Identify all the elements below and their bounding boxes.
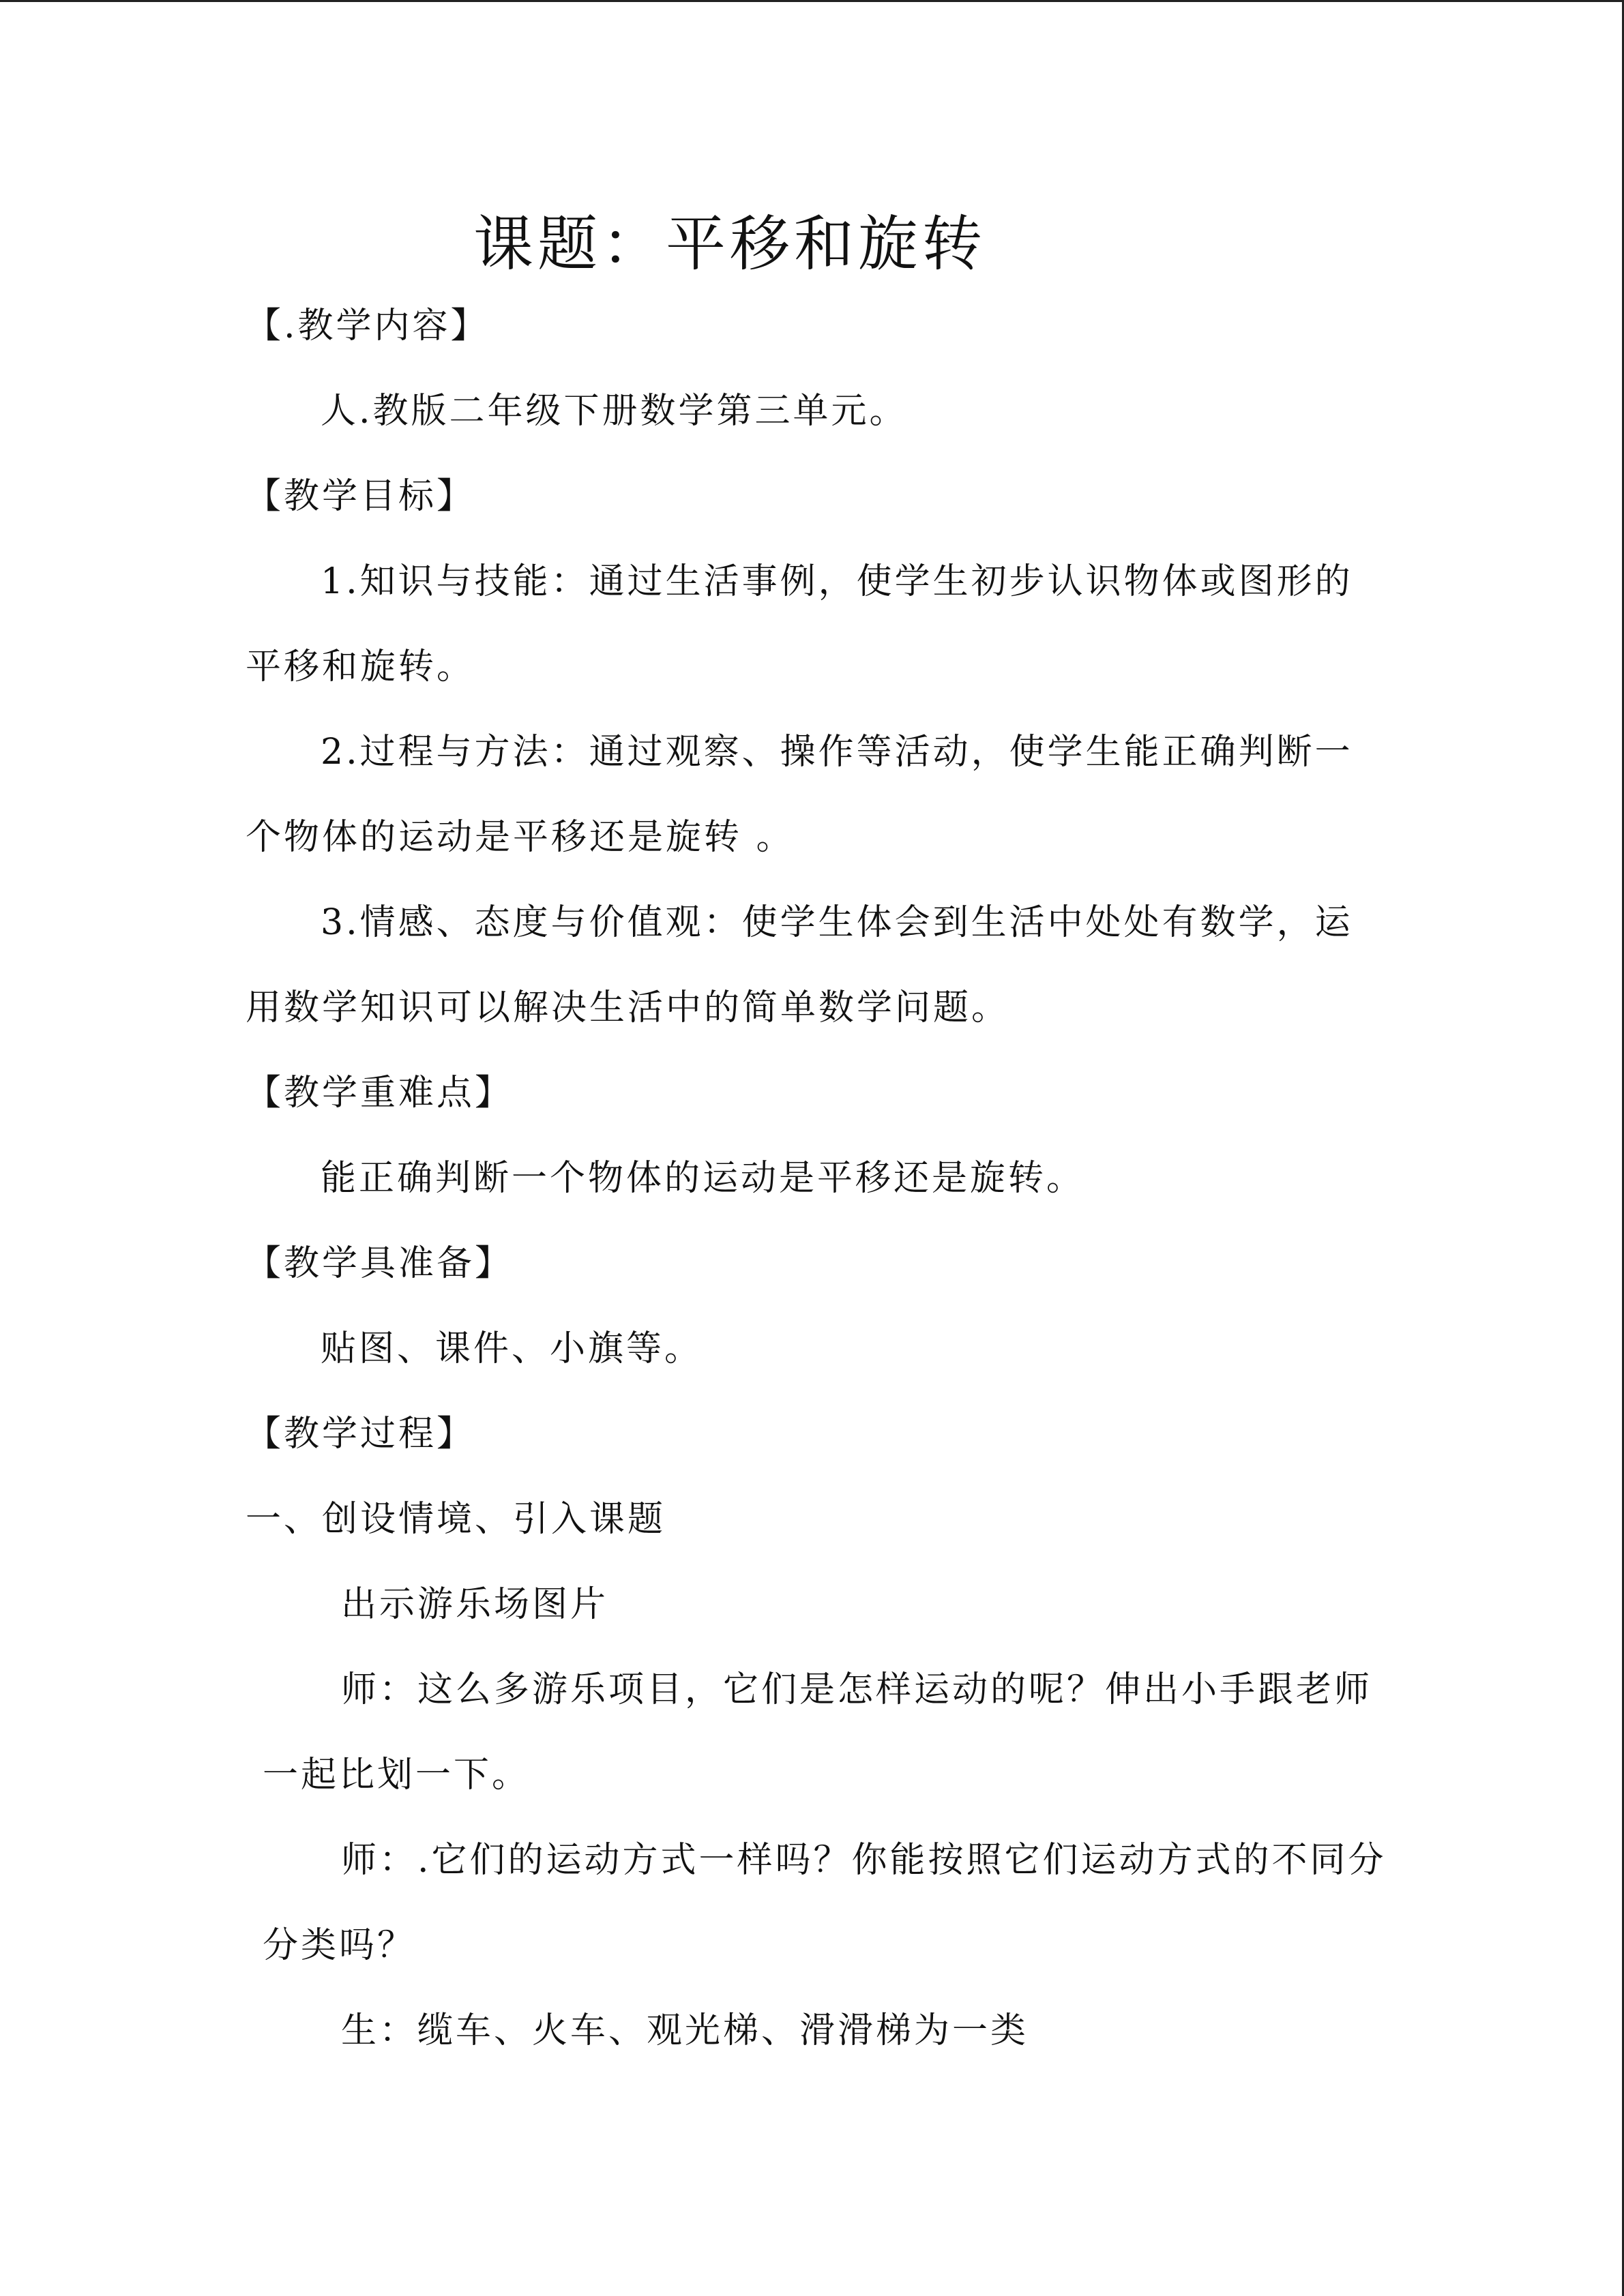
section-heading-content: 【.教学内容】 — [246, 305, 489, 346]
paragraph-line: 个物体的运动是平移还是旋转 。 — [246, 817, 795, 858]
paragraph-line: 师：这么多游乐项目，它们是怎样运动的呢？伸出小手跟老师 — [341, 1669, 1373, 1710]
paragraph-line: 贴图、课件、小旗等。 — [321, 1328, 703, 1369]
paragraph-line: 出示游乐场图片 — [341, 1584, 609, 1625]
paragraph-line: 人.教版二年级下册数学第三单元。 — [321, 391, 908, 432]
paragraph-line: 分类吗？ — [263, 1925, 416, 1966]
paragraph-line: 1.知识与技能：通过生活事例，使学生初步认识物体或图形的 — [321, 561, 1353, 602]
paragraph-line: 平移和旋转。 — [246, 646, 475, 687]
page-title: 课题：平移和旋转 — [473, 209, 986, 279]
section-heading-key-points: 【教学重难点】 — [246, 1073, 514, 1114]
paragraph-line: 能正确判断一个物体的运动是平移还是旋转。 — [321, 1158, 1085, 1199]
paragraph-line: 3.情感、态度与价值观：使学生体会到生活中处处有数学，运 — [321, 902, 1353, 943]
section-heading-objectives: 【教学目标】 — [246, 476, 475, 517]
section-heading-materials: 【教学具准备】 — [246, 1243, 514, 1284]
paragraph-line: 用数学知识可以解决生活中的简单数学问题。 — [246, 987, 1010, 1028]
paragraph-line: 师：.它们的运动方式一样吗？你能按照它们运动方式的不同分 — [341, 1840, 1387, 1881]
subsection-heading: 一、创设情境、引入课题 — [246, 1499, 666, 1540]
paragraph-line: 一起比划一下。 — [263, 1755, 531, 1795]
paragraph-line: 生：缆车、火车、观光梯、滑滑梯为一类 — [341, 2010, 1029, 2051]
section-heading-process: 【教学过程】 — [246, 1414, 475, 1455]
paragraph-line: 2.过程与方法：通过观察、操作等活动，使学生能正确判断一 — [321, 732, 1353, 773]
